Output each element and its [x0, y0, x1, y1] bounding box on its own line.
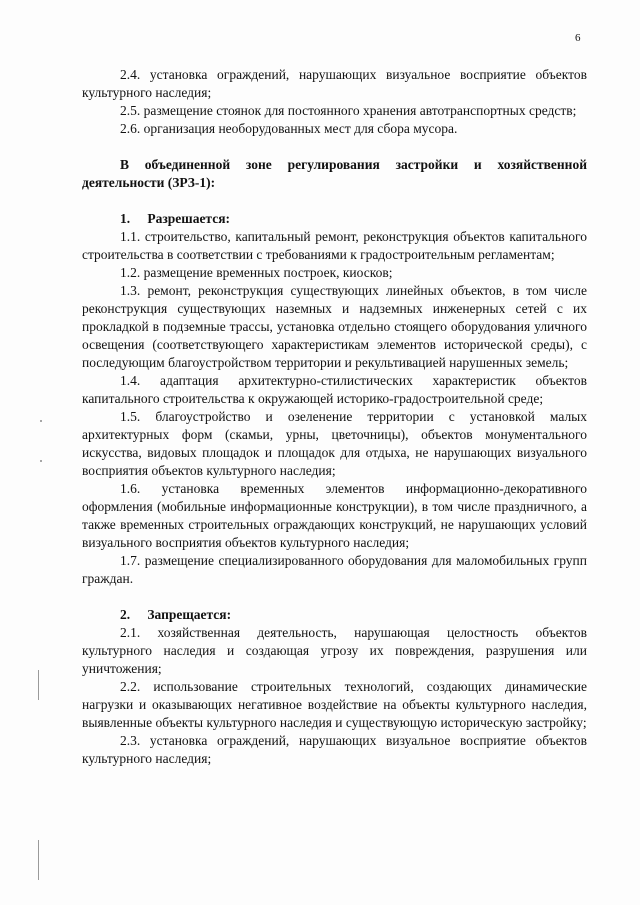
- section-2-number: 2.: [120, 607, 131, 622]
- section-2-title: Запрещается:: [147, 607, 232, 622]
- item-1-6: 1.6. установка временных элементов информационно-декоративного оформления (мобильные информационные конструкции), в том числе праздничного, а также временных строительных ограждающих конструкций, не нарушающих условий визуального восприятия объектов культурного наследия;: [82, 481, 587, 550]
- document-body: [82, 66, 587, 768]
- page-number: 6: [575, 32, 581, 44]
- scan-artifact: [38, 670, 39, 700]
- item-2-1: 2.1. хозяйственная деятельность, нарушающая целостность объектов культурного наследия и создающая угрозу их повреждения, разрушения или уничтожения;: [82, 625, 587, 676]
- paragraph-2-4: 2.4. установка ограждений, нарушающих визуальное восприятие объектов культурного наследия;: [82, 67, 587, 100]
- paragraph-2-6: 2.6. организация необорудованных мест для сбора мусора.: [120, 121, 458, 136]
- item-1-7: 1.7. размещение специализированного оборудования для маломобильных групп граждан.: [82, 553, 587, 586]
- item-1-3: 1.3. ремонт, реконструкция существующих линейных объектов, в том числе реконструкция существующих наземных и надземных инженерных сетей с их прокладкой в подземные трассы, установка отдельно стоящего оборудования уличного освещения (соответствующего характеристикам элементов исторической среды), с последующим благоустройством территории и рекультивацией нарушенных земель;: [82, 283, 587, 370]
- scan-artifact: [40, 460, 42, 462]
- section-1-title: Разрешается:: [147, 211, 231, 226]
- item-2-2: 2.2. использование строительных технологий, создающих динамические нагрузки и оказывающих негативное воздействие на объекты культурного наследия, выявленные объекты культурного наследия и существующую историческую застройку;: [82, 679, 587, 730]
- section-2-heading: [82, 606, 587, 624]
- paragraph-2-5: 2.5. размещение стоянок для постоянного хранения автотранспортных средств;: [120, 103, 577, 118]
- section-1-number: 1.: [120, 211, 131, 226]
- scan-artifact: [40, 420, 42, 422]
- item-1-4: 1.4. адаптация архитектурно-стилистических характеристик объектов капитального строительства к окружающей историко-градостроительной среде;: [82, 373, 587, 406]
- section-1-heading: [82, 210, 587, 228]
- item-2-3: 2.3. установка ограждений, нарушающих визуальное восприятие объектов культурного наследия;: [82, 733, 587, 766]
- item-1-1: 1.1. строительство, капитальный ремонт, реконструкция объектов капитального строительства в соответствии с требованиями к градостроительным регламентам;: [82, 229, 587, 262]
- scan-artifact: [38, 840, 39, 880]
- item-1-2: 1.2. размещение временных построек, киосков;: [120, 265, 393, 280]
- zone-heading: В объединенной зоне регулирования застройки и хозяйственной деятельности (ЗРЗ-1):: [82, 157, 587, 190]
- item-1-5: 1.5. благоустройство и озеленение территории с установкой малых архитектурных форм (скамьи, урны, цветочницы), объектов монументального искусства, видовых площадок и площадок для отдыха, не нарушающих визуального восприятия объектов культурного наследия;: [82, 409, 587, 478]
